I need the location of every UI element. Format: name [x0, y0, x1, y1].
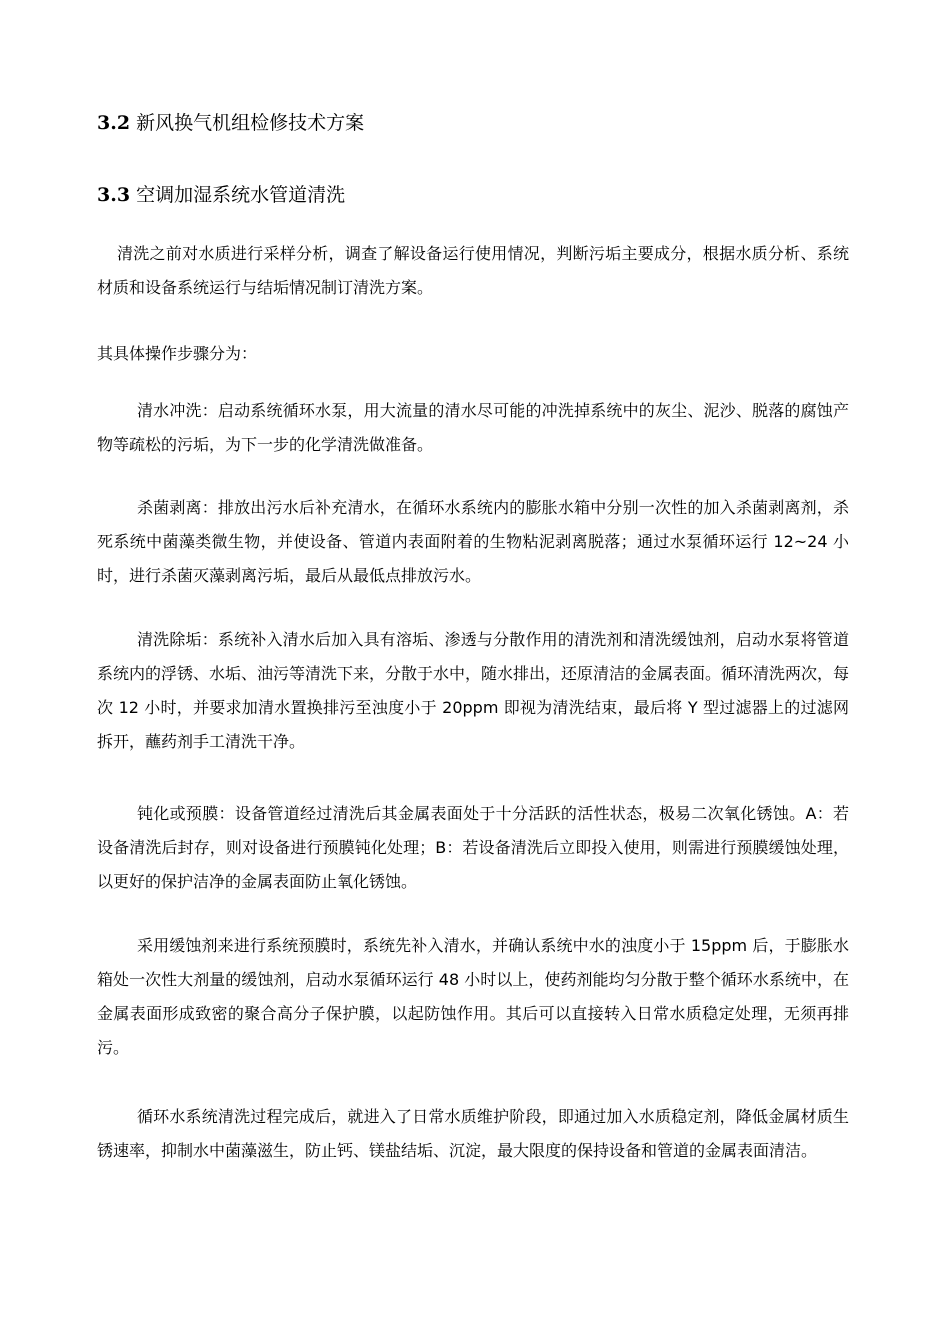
section-number: 3.2 [97, 112, 131, 134]
section-title: 新风换气机组检修技术方案 [136, 112, 365, 134]
section-title: 空调加湿系统水管道清洗 [136, 184, 346, 206]
section-heading-3-2 [97, 110, 364, 136]
sterilize-step-paragraph: 杀菌剥离：排放出污水后补充清水，在循环水系统内的膨胀水箱中分别一次性的加入杀菌剥离剂，杀死系统中菌藻类微生物，并使设备、管道内表面附着的生物粘泥剥离脱落；通过水泵循环运行 12~24 小时，进行杀菌灭藻剥离污垢，最后从最低点排放污水。 [97, 498, 849, 585]
prefilm-paragraph: 采用缓蚀剂来进行系统预膜时，系统先补入清水，并确认系统中水的浊度小于 15ppm 后，于膨胀水箱处一次性大剂量的缓蚀剂，启动水泵循环运行 48 小时以上，使药剂能均匀分散于整个循环水系统中，在金属表面形成致密的聚合高分子保护膜，以起防蚀作用。其后可以直接转入日常水质稳定处理，无须再排污。 [97, 936, 849, 1057]
section-heading-3-3 [97, 182, 345, 208]
descale-step-paragraph: 清洗除垢：系统补入清水后加入具有溶垢、渗透与分散作用的清洗剂和清洗缓蚀剂，启动水泵将管道系统内的浮锈、水垢、油污等清洗下来，分散于水中，随水排出，还原清洁的金属表面。循环清洗两次，每次 12 小时，并要求加清水置换排污至浊度小于 20ppm 即视为清洗结束，最后将 Y 型过滤器上的过滤网拆开，蘸药剂手工清洗干净。 [97, 630, 850, 751]
rinse-step-paragraph: 清水冲洗：启动系统循环水泵，用大流量的清水尽可能的冲洗掉系统中的灰尘、泥沙、脱落的腐蚀产物等疏松的污垢，为下一步的化学清洗做准备。 [97, 401, 849, 454]
steps-label: 其具体操作步骤分为： [97, 344, 258, 363]
maintenance-paragraph: 循环水系统清洗过程完成后，就进入了日常水质维护阶段，即通过加入水质稳定剂，降低金属材质生锈速率，抑制水中菌藻滋生，防止钙、镁盐结垢、沉淀，最大限度的保持设备和管道的金属表面清洁。 [97, 1107, 849, 1160]
passivate-step-paragraph: 钝化或预膜：设备管道经过清洗后其金属表面处于十分活跃的活性状态，极易二次氧化锈蚀。A：若设备清洗后封存，则对设备进行预膜钝化处理；B：若设备清洗后立即投入使用，则需进行预膜缓蚀处理，以更好的保护洁净的金属表面防止氧化锈蚀。 [97, 804, 849, 891]
intro-paragraph: 清洗之前对水质进行采样分析，调查了解设备运行使用情况，判断污垢主要成分，根据水质分析、系统材质和设备系统运行与结垢情况制订清洗方案。 [97, 244, 849, 297]
section-number: 3.3 [97, 184, 131, 206]
